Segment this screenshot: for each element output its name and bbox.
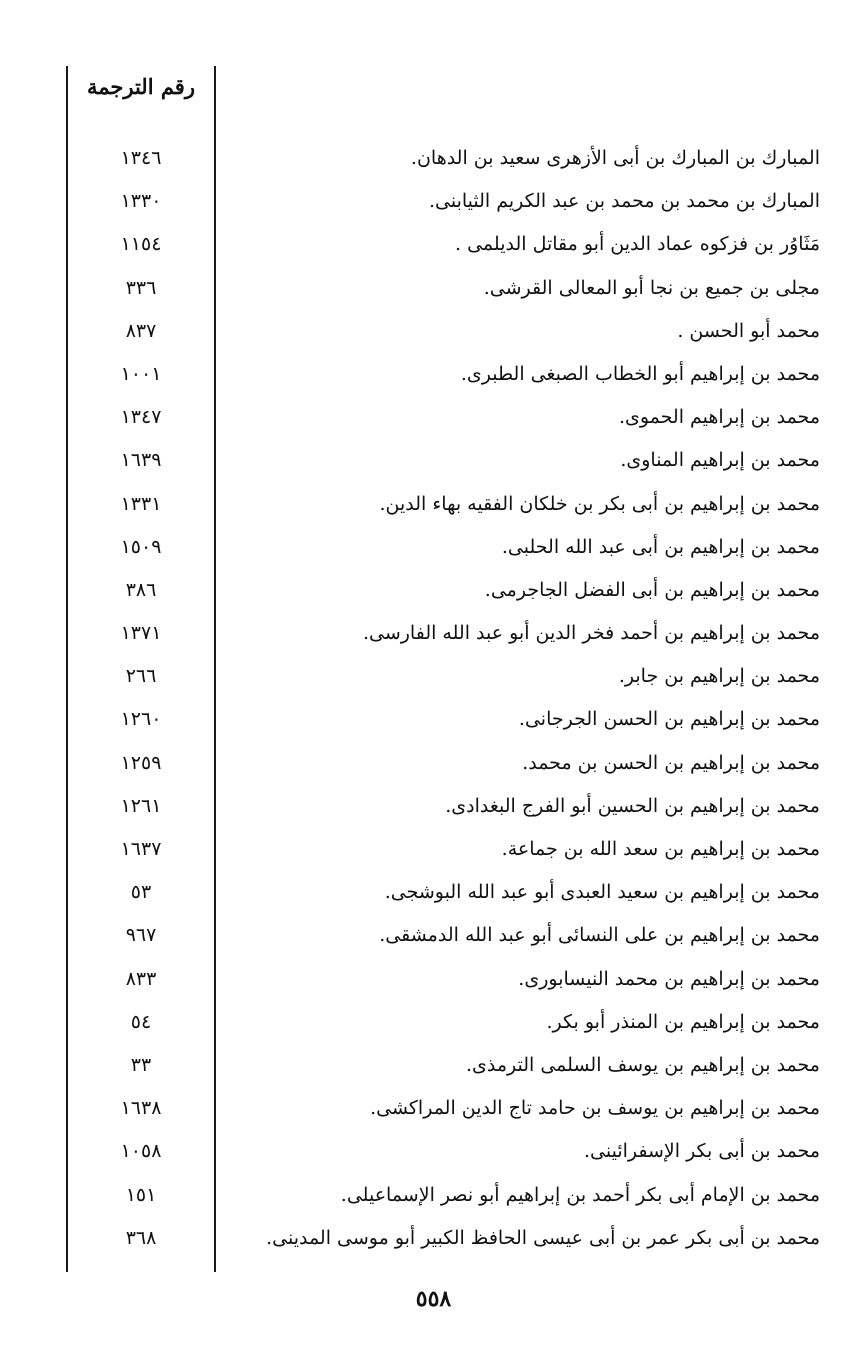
index-row [0, 1092, 867, 1135]
entry-biography-number: ١٥٠٩ [120, 535, 162, 558]
index-row [0, 876, 867, 919]
entry-biography-number: ١٥١ [125, 1183, 157, 1206]
entry-name: محمد بن إبراهيم بن الحسن الجرجانى. [518, 708, 820, 731]
entry-biography-number: ١٦٣٧ [120, 838, 162, 860]
index-row [0, 963, 867, 1006]
entry-name: محمد أبو الحسن . [677, 319, 820, 342]
entry-name: مَثَاوُر بن فزكوه عماد الدين أبو مقاتل الديلمى . [455, 233, 820, 256]
index-row [0, 1222, 867, 1265]
index-row [0, 228, 867, 271]
entry-name: محمد بن إبراهيم بن يوسف السلمى الترمذى. [465, 1053, 820, 1076]
entry-biography-number: ١٦٣٩ [120, 449, 162, 472]
entry-biography-number: ١٢٦٠ [120, 708, 162, 731]
entry-name: محمد بن إبراهيم بن على النسائى أبو عبد الله الدمشقى. [379, 924, 820, 947]
index-row [0, 919, 867, 962]
entry-biography-number: ١٠٥٨ [120, 1140, 162, 1163]
index-row [0, 1135, 867, 1178]
index-row [0, 660, 867, 703]
entry-biography-number: ١٦٣٨ [120, 1097, 162, 1120]
index-row [0, 185, 867, 228]
index-row [0, 444, 867, 487]
entry-biography-number: ٩٦٧ [125, 924, 157, 947]
entry-name: محمد بن إبراهيم بن الحسين أبو الفرج البغدادى. [445, 794, 820, 817]
index-row [0, 1049, 867, 1092]
entry-biography-number: ٣٣٦ [125, 276, 157, 299]
index-row [0, 833, 867, 876]
entry-name: محمد بن إبراهيم بن يوسف بن حامد تاج الدين المراكشى. [370, 1097, 820, 1120]
entry-biography-number: ٨٣٣ [125, 967, 157, 990]
index-row [0, 574, 867, 617]
index-row [0, 790, 867, 833]
entry-name: محمد بن إبراهيم بن المنذر أبو بكر. [546, 1010, 820, 1033]
entry-name: محمد بن إبراهيم المناوى. [620, 449, 820, 472]
entry-name: محمد بن إبراهيم أبو الخطاب الصبغى الطبرى. [460, 362, 820, 385]
entry-biography-number: ١٣٣١ [120, 492, 162, 515]
entry-name: محمد بن إبراهيم بن سعيد العبدى أبو عبد الله البوشجى. [384, 881, 820, 904]
index-entries [0, 142, 867, 1265]
entry-name: محمد بن إبراهيم بن محمد النيسابورى. [518, 967, 820, 990]
entry-biography-number: ١٣٣٠ [120, 190, 162, 213]
index-row [0, 703, 867, 746]
entry-name: محمد بن إبراهيم بن جابر. [618, 665, 820, 688]
number-column-header: رقم الترجمة [86, 74, 195, 99]
index-row [0, 1179, 867, 1222]
entry-biography-number: ٥٣ [130, 881, 152, 904]
entry-biography-number: ١٢٦١ [120, 794, 162, 817]
index-row [0, 315, 867, 358]
entry-name: محمد بن إبراهيم بن أحمد فخر الدين أبو عبد الله الفارسى. [362, 622, 820, 645]
page-number: ٥٥٨ [415, 1286, 452, 1312]
entry-name: محمد بن إبراهيم بن سعد الله بن جماعة. [501, 838, 820, 860]
entry-name: مجلى بن جميع بن نجا أبو المعالى القرشى. [483, 276, 820, 299]
entry-biography-number: ١١٥٤ [120, 233, 162, 256]
entry-name: محمد بن الإمام أبى بكر أحمد بن إبراهيم أبو نصر الإسماعيلى. [340, 1183, 820, 1206]
index-row [0, 531, 867, 574]
entry-biography-number: ٢٦٦ [125, 665, 157, 688]
entry-biography-number: ٥٤ [130, 1010, 152, 1033]
entry-biography-number: ٣٨٦ [125, 578, 157, 601]
entry-biography-number: ١٣٤٦ [120, 147, 162, 169]
index-row [0, 142, 867, 185]
entry-name: محمد بن أبى بكر الإسفرائينى. [583, 1140, 820, 1163]
entry-name: محمد بن إبراهيم بن أبى بكر بن خلكان الفقيه بهاء الدين. [379, 492, 820, 515]
index-row [0, 617, 867, 660]
entry-name: المبارك بن محمد بن محمد بن عبد الكريم الثيابنى. [428, 190, 820, 213]
entry-name: محمد بن أبى بكر عمر بن أبى عيسى الحافظ الكبير أبو موسى المدينى. [266, 1226, 820, 1249]
index-row [0, 272, 867, 315]
index-row [0, 358, 867, 401]
entry-name: محمد بن إبراهيم الحموى. [618, 406, 820, 429]
entry-biography-number: ٨٣٧ [125, 319, 157, 342]
index-row [0, 401, 867, 444]
entry-name: المبارك بن المبارك بن أبى الأزهرى سعيد بن الدهان. [410, 147, 820, 169]
entry-biography-number: ١٣٤٧ [120, 406, 162, 429]
index-row [0, 1006, 867, 1049]
index-row [0, 488, 867, 531]
entry-biography-number: ١٣٧١ [120, 622, 162, 645]
index-row [0, 747, 867, 790]
entry-name: محمد بن إبراهيم بن أبى عبد الله الحلبى. [501, 535, 820, 558]
entry-biography-number: ١٠٠١ [120, 362, 162, 385]
entry-biography-number: ٣٣ [130, 1053, 152, 1076]
entry-name: محمد بن إبراهيم بن الحسن بن محمد. [522, 751, 820, 774]
entry-name: محمد بن إبراهيم بن أبى الفضل الجاجرمى. [484, 578, 820, 601]
entry-biography-number: ٣٦٨ [125, 1226, 157, 1249]
entry-biography-number: ١٢٥٩ [120, 751, 162, 774]
